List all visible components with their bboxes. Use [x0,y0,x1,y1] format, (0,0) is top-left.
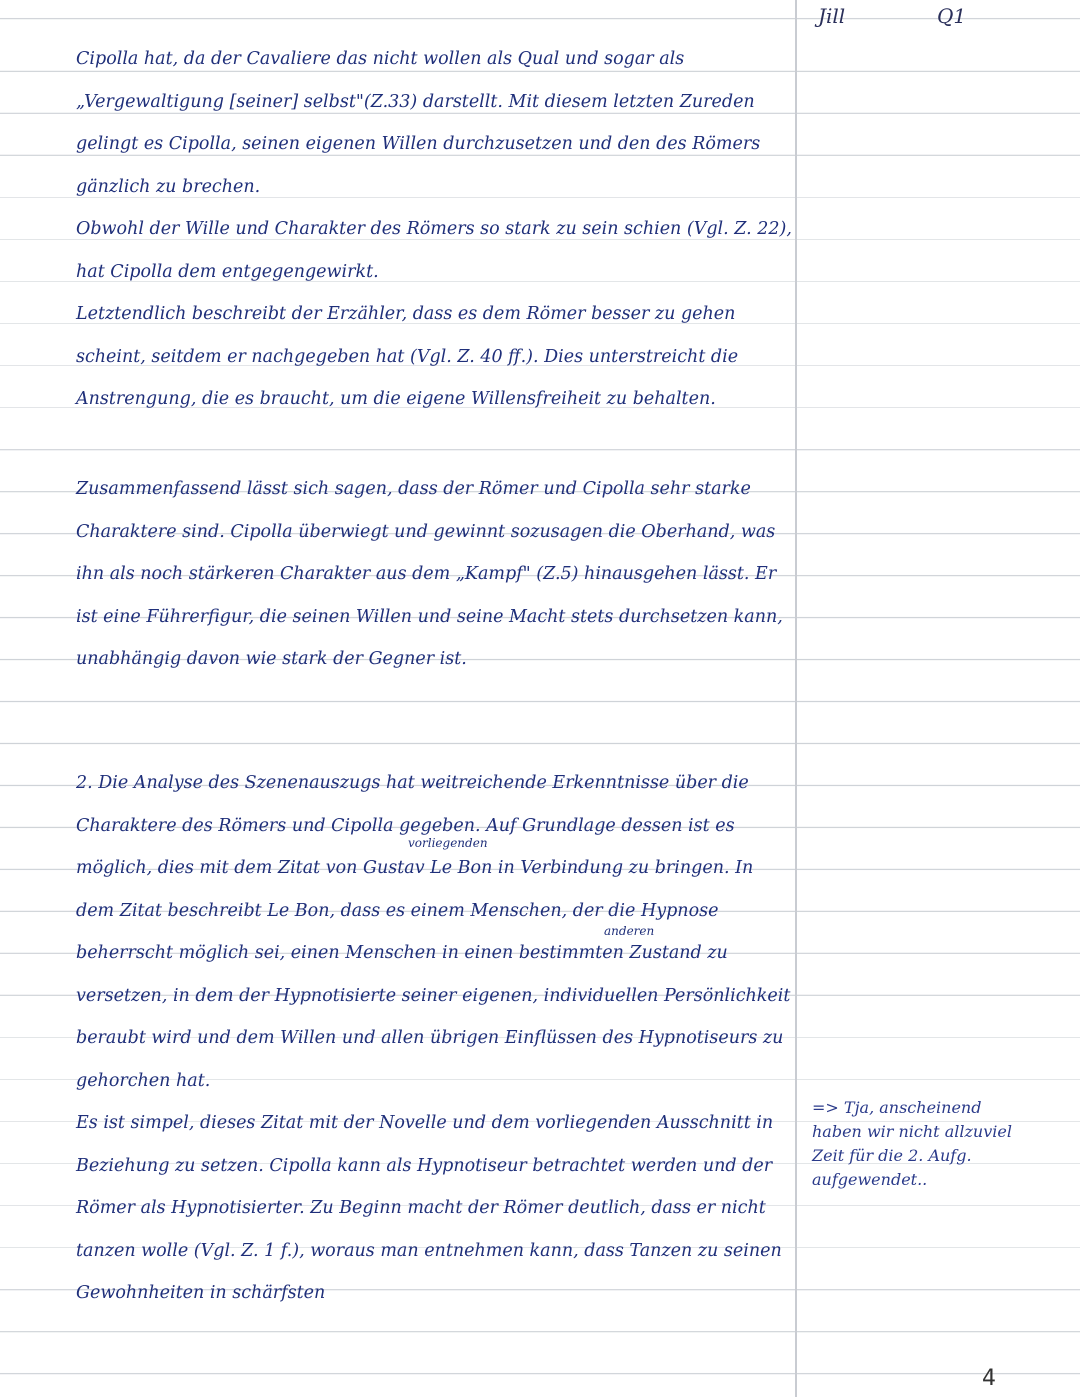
insertion-note-2: anderen [604,924,655,938]
student-name: Jill [818,4,846,28]
paragraph-2: Obwohl der Wille und Charakter des Römers so stark zu sein schien (Vgl. Z. 22), hat Cipolla dem entgegengewirkt. [76,219,792,282]
paragraph-4: Zusammenfassend lässt sich sagen, dass der Römer und Cipolla sehr starke Charaktere sind. Cipolla überwiegt und gewinnt sozusagen die Oberhand, was ihn als noch stärkeren Charakter aus dem „Kampf" (Z.5) hinausgehen lässt. Er ist eine Führerfigur, die seinen Willen und seine Macht stets durchsetzen kann, unabhängig davon wie stark der Gegner ist. [76,479,783,669]
margin-line [795,0,797,1397]
paragraph-6: Es ist simpel, dieses Zitat mit der Novelle und dem vorliegenden Ausschnitt in Beziehung zu setzen. Cipolla kann als Hypnotiseur betrachtet werden und der Römer als Hypnotisierter. Zu Beginn macht der Römer deutlich, dass er nicht tanzen wolle (Vgl. Z. 1 f.), woraus man entnehmen kann, dass Tanzen zu seinen Gewohnheiten in schärfsten [76,1113,782,1303]
paragraph-5: 2. Die Analyse des Szenenauszugs hat weitreichende Erkenntnisse über die Charaktere des Römers und Cipolla gegeben. Auf Grundlage dessen ist es möglich, dies mit dem Zitat von Gustav Le Bon in Verbindung zu bringen. In dem Zitat beschreibt Le Bon, dass es einem Menschen, der die Hypnose beherrscht möglich sei, einen Menschen in einen bestimmten Zustand zu versetzen, in dem der Hypnotisierte seiner eigenen, individuellen Persönlichkeit beraubt wird und dem Willen und allen übrigen Einflüssen des Hypnotiseurs zu gehorchen hat. [76,773,791,1091]
margin-comment: => Tja, anscheinend haben wir nicht allzuviel Zeit für die 2. Aufg. aufgewendet.. [812,1098,1012,1189]
class-label: Q1 [937,4,967,28]
paragraph-1: Cipolla hat, da der Cavaliere das nicht wollen als Qual und sogar als „Vergewaltigung [seiner] selbst"(Z.33) darstellt. Mit diesem letzten Zureden gelingt es Cipolla, seinen eigenen Willen durchzusetzen und den des Römers gänzlich zu brechen. [76,49,761,197]
paragraph-3: Letztendlich beschreibt der Erzähler, dass es dem Römer besser zu gehen scheint, seitdem er nachgegeben hat (Vgl. Z. 40 ff.). Dies unterstreicht die Anstrengung, die es braucht, um die eigene Willensfreiheit zu behalten. [76,304,739,409]
text-block-summary [76,468,792,681]
page-number: 4 [982,1366,996,1391]
text-block-1 [76,38,792,421]
insertion-note-1: vorliegenden [408,836,488,850]
